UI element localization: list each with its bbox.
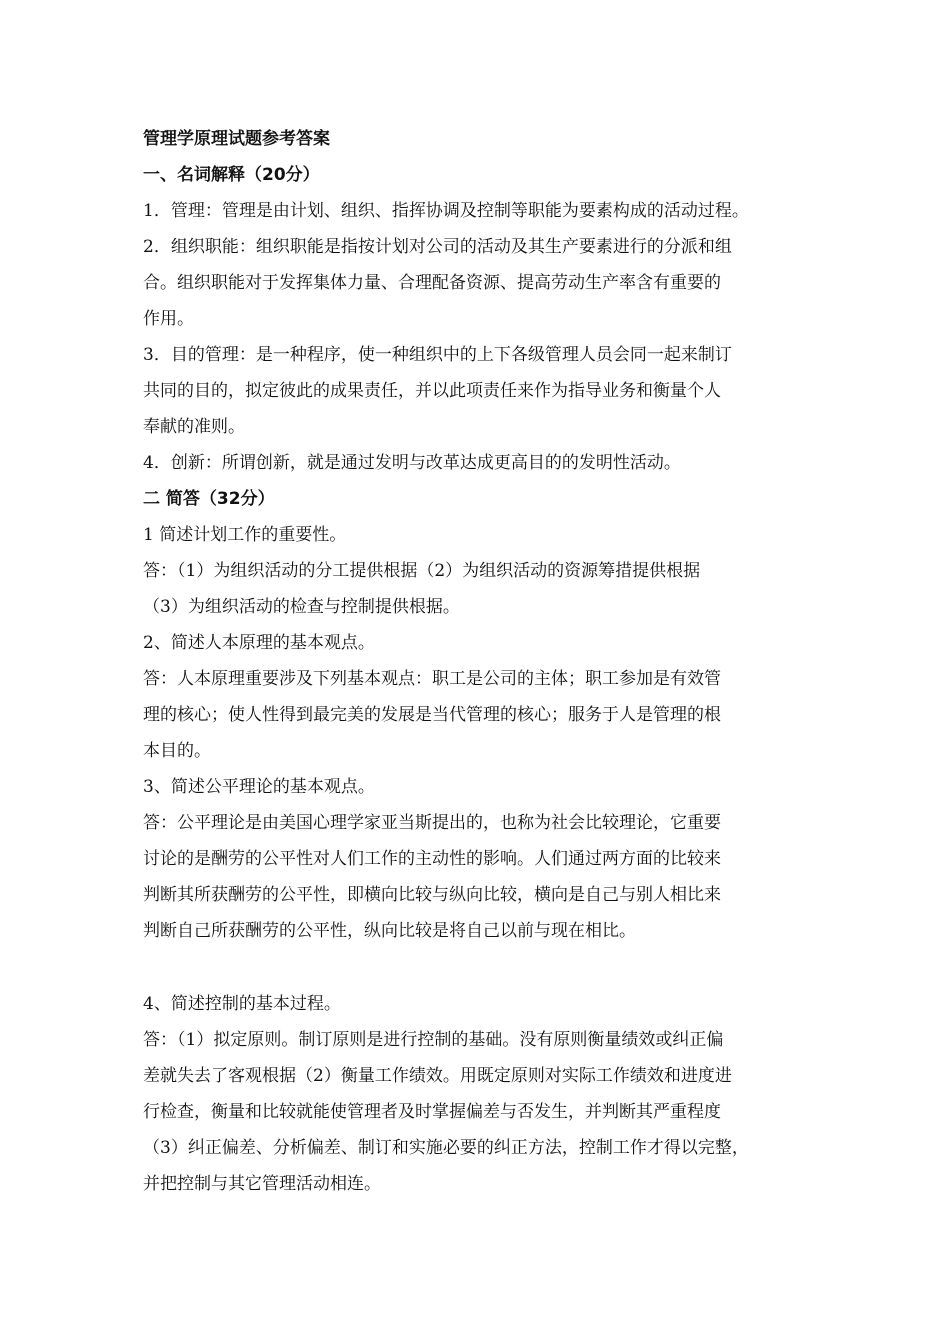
definition-organizing-line2: 合。组织职能对于发挥集体力量、合理配备资源、提高劳动生产率含有重要的 xyxy=(143,273,721,293)
answer-1-line1: 答：（1）为组织活动的分工提供根据（2）为组织活动的资源筹措提供根据 xyxy=(143,561,701,581)
definition-mbo-line2: 共同的目的，拟定彼此的成果责任，并以此项责任来作为指导业务和衡量个人 xyxy=(143,381,721,401)
answer-4-line3: 行检查，衡量和比较就能使管理者及时掌握偏差与否发生，并判断其严重程度 xyxy=(143,1102,721,1122)
question-2: 2、简述人本原理的基本观点。 xyxy=(143,633,375,653)
document-title: 管理学原理试题参考答案 xyxy=(143,129,330,149)
answer-4-line5: 并把控制与其它管理活动相连。 xyxy=(143,1174,381,1194)
answer-3-line3: 判断其所获酬劳的公平性，即横向比较与纵向比较，横向是自己与别人相比来 xyxy=(143,885,721,905)
definition-mbo-line1: 3．目的管理：是一种程序，使一种组织中的上下各级管理人员会同一起来制订 xyxy=(143,345,732,365)
section-heading-definitions: 一、名词解释（20分） xyxy=(143,165,320,185)
definition-management: 1．管理：管理是由计划、组织、指挥协调及控制等职能为要素构成的活动过程。 xyxy=(143,201,749,221)
definition-mbo-line3: 奉献的准则。 xyxy=(143,417,245,437)
answer-4-line4: （3）纠正偏差、分析偏差、制订和实施必要的纠正方法，控制工作才得以完整， xyxy=(143,1138,749,1158)
answer-4-line2: 差就失去了客观根据（2）衡量工作绩效。用既定原则对实际工作绩效和进度进 xyxy=(143,1066,732,1086)
blank-line xyxy=(143,952,823,989)
answer-2-line3: 本目的。 xyxy=(143,741,211,761)
question-3: 3、简述公平理论的基本观点。 xyxy=(143,777,375,797)
definition-organizing-line1: 2．组织职能：组织职能是指按计划对公司的活动及其生产要素进行的分派和组 xyxy=(143,237,732,257)
answer-3-line2: 讨论的是酬劳的公平性对人们工作的主动性的影响。人们通过两方面的比较来 xyxy=(143,849,721,869)
answer-1-line2: （3）为组织活动的检查与控制提供根据。 xyxy=(143,597,460,617)
answer-2-line2: 理的核心；使人性得到最完美的发展是当代管理的核心；服务于人是管理的根 xyxy=(143,705,721,725)
definition-organizing-line3: 作用。 xyxy=(143,309,194,329)
answer-2-line1: 答：人本原理重要涉及下列基本观点：职工是公司的主体；职工参加是有效管 xyxy=(143,669,721,689)
question-1: 1 简述计划工作的重要性。 xyxy=(143,525,347,545)
answer-3-line4: 判断自己所获酬劳的公平性，纵向比较是将自己以前与现在相比。 xyxy=(143,921,636,941)
section-heading-short-answer: 二 简答（32分） xyxy=(143,489,275,509)
question-4: 4、简述控制的基本过程。 xyxy=(143,994,341,1014)
answer-3-line1: 答：公平理论是由美国心理学家亚当斯提出的，也称为社会比较理论，它重要 xyxy=(143,813,721,833)
document-page xyxy=(143,124,823,1205)
answer-4-line1: 答：（1）拟定原则。制订原则是进行控制的基础。没有原则衡量绩效或纠正偏 xyxy=(143,1030,724,1050)
definition-innovation: 4．创新：所谓创新，就是通过发明与改革达成更高目的的发明性活动。 xyxy=(143,453,681,473)
